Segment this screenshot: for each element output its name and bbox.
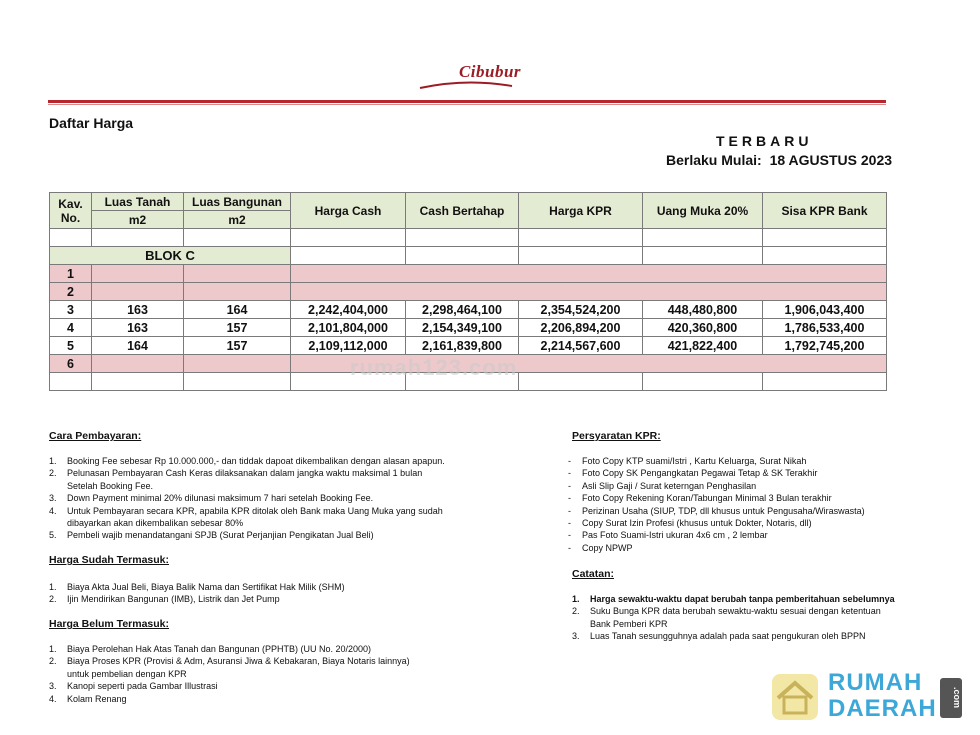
list-item: - Asli Slip Gaji / Surat keterngan Penghasilan [568,480,757,491]
list-item: 1. Harga sewaktu-waktu dapat berubah tanpa pemberitahuan sebelumnya [572,594,895,604]
header-kav [50,193,92,229]
uang-muka-cell: 420,360,800 [643,319,763,337]
rumahdaerah-watermark [760,668,968,726]
list-item: Setelah Booking Fee. [67,480,154,491]
list-item: 2. Ijin Mendirikan Bangunan (IMB), Listrik dan Jet Pump [49,594,280,605]
blok-row [50,247,887,265]
header-harga-kpr: Harga KPR [519,193,643,229]
list-item: 3. Kanopi seperti pada Gambar Illustrasi [49,681,218,692]
kav-cell: 4 [50,319,92,337]
list-item: 1. Biaya Perolehan Hak Atas Tanah dan Bangunan (PPHTB) (UU No. 20/2000) [49,644,372,654]
brand-swoosh-icon [418,80,514,90]
belum-title: Harga Belum Termasuk: [49,618,170,630]
list-item: 1. Booking Fee sebesar Rp 10.000.000,- dan tiddak dapoat dikembalikan dengan alasan apapun. [49,456,445,466]
list-item: - Foto Copy SK Pengangkatan Pegawai Tetap & SK Terakhir [568,468,818,479]
list-item: Bank Pemberi KPR [590,618,668,629]
harga-kpr-cell: 2,214,567,600 [519,337,643,355]
table-row [50,265,887,283]
header-luas-bangunan: Luas Bangunan [184,193,291,211]
luas-tanah-cell: 164 [92,337,184,355]
harga-kpr-cell: 2,206,894,200 [519,319,643,337]
table-header-row [50,193,887,211]
harga-kpr-cell: 2,354,524,200 [519,301,643,319]
header-divider [48,100,886,103]
list-item: - Perizinan Usaha (SIUP, TDP, dll khusus untuk Pengusaha/Wiraswasta) [568,505,865,516]
list-item: - Foto Copy Rekening Koran/Tabungan Minimal 3 Bulan terakhir [568,493,832,504]
header-harga-cash: Harga Cash [291,193,406,229]
harga-cash-cell: 2,101,804,000 [291,319,406,337]
header-cash-bertahap: Cash Bertahap [406,193,519,229]
house-icon [770,672,820,722]
belum-list [49,643,499,705]
catatan-title: Catatan: [572,568,615,580]
table-spacer-row [50,229,887,247]
list-item: 3. Luas Tanah sesungguhnya adalah pada saat pengukuran oleh BPPN [572,631,866,642]
kpr-title: Persyaratan KPR: [572,430,661,442]
kpr-list [568,455,928,554]
kav-cell: 3 [50,301,92,319]
sisa-kpr-cell: 1,792,745,200 [763,337,887,355]
status-label: TERBARU [716,133,813,149]
watermark-line1: RUMAH [828,669,923,696]
list-item: - Copy NPWP [568,542,633,553]
list-item: 4. Kolam Renang [49,693,127,704]
header-no-label: No. [60,210,81,225]
header-sisa-kpr: Sisa KPR Bank [763,193,887,229]
watermark-line2: DAERAH [828,695,937,722]
uang-muka-cell: 448,480,800 [643,301,763,319]
luas-tanah-cell: 163 [92,301,184,319]
valid-date: 18 AGUSTUS 2023 [769,152,893,168]
table-row [50,301,887,319]
sisa-kpr-cell: 1,906,043,400 [763,301,887,319]
cara-list [49,455,499,542]
list-item: - Pas Foto Suami-Istri ukuran 4x6 cm , 2 lembar [568,530,768,541]
kav-cell: 6 [50,355,92,373]
cash-bertahap-cell: 2,161,839,800 [406,337,519,355]
center-watermark: rumah123.com [350,355,518,380]
cara-title: Cara Pembayaran: [49,430,142,442]
valid-date-line [666,152,892,168]
unit-tanah: m2 [92,211,184,229]
blok-label: BLOK C [50,247,291,265]
table-row [50,319,887,337]
sudah-title: Harga Sudah Termasuk: [49,554,170,566]
list-item: 4. Untuk Pembayaran secara KPR, apabila KPR ditolak oleh Bank maka Uang Muka yang sudah [49,505,443,516]
page-title: Daftar Harga [49,115,134,131]
harga-cash-cell: 2,109,112,000 [291,337,406,355]
header-uang-muka: Uang Muka 20% [643,193,763,229]
table-row [50,283,887,301]
luas-tanah-cell: 163 [92,319,184,337]
header-kav-label: Kav. [58,196,83,211]
list-item: 2. Biaya Proses KPR (Provisi & Adm, Asuransi Jiwa & Kebakaran, Biaya Notaris lainnya) [49,656,410,667]
luas-bangunan-cell: 164 [184,301,291,319]
uang-muka-cell: 421,822,400 [643,337,763,355]
list-item: - Foto Copy KTP suami/Istri , Kartu Keluarga, Surat Nikah [568,456,807,466]
brand-logo-text: Cibubur [458,62,522,81]
list-item: 1. Biaya Akta Jual Beli, Biaya Balik Nama dan Sertifikat Hak Milik (SHM) [49,582,345,592]
harga-cash-cell: 2,242,404,000 [291,301,406,319]
list-item: 2. Pelunasan Pembayaran Cash Keras dilaksanakan dalam jangka waktu maksimal 1 bulan [49,468,423,479]
list-item: 3. Down Payment minimal 20% dilunasi maksimum 7 hari setelah Booking Fee. [49,493,374,504]
unit-bangunan: m2 [184,211,291,229]
sisa-kpr-cell: 1,786,533,400 [763,319,887,337]
kav-cell: 2 [50,283,92,301]
list-item: dibayarkan akan dikembalikan sebesar 80% [67,518,244,529]
list-item: untuk pembelian dengan KPR [67,668,187,679]
header-luas-tanah: Luas Tanah [92,193,184,211]
luas-bangunan-cell: 157 [184,319,291,337]
catatan-list [572,593,932,643]
sudah-list [49,581,499,606]
cash-bertahap-cell: 2,154,349,100 [406,319,519,337]
kav-cell: 5 [50,337,92,355]
watermark-suffix: .com [940,678,962,718]
list-item: 2. Suku Bunga KPR data berubah sewaktu-waktu sesuai dengan ketentuan [572,606,881,617]
luas-bangunan-cell: 157 [184,337,291,355]
list-item: - Copy Surat Izin Profesi (khusus untuk Dokter, Notaris, dll) [568,518,812,529]
cash-bertahap-cell: 2,298,464,100 [406,301,519,319]
kav-cell: 1 [50,265,92,283]
list-item: 5. Pembeli wajib menandatangani SPJB (Surat Perjanjian Pengikatan Jual Beli) [49,530,374,541]
valid-label: Berlaku Mulai: [666,152,762,168]
header-divider-thin [48,104,886,105]
table-row [50,337,887,355]
